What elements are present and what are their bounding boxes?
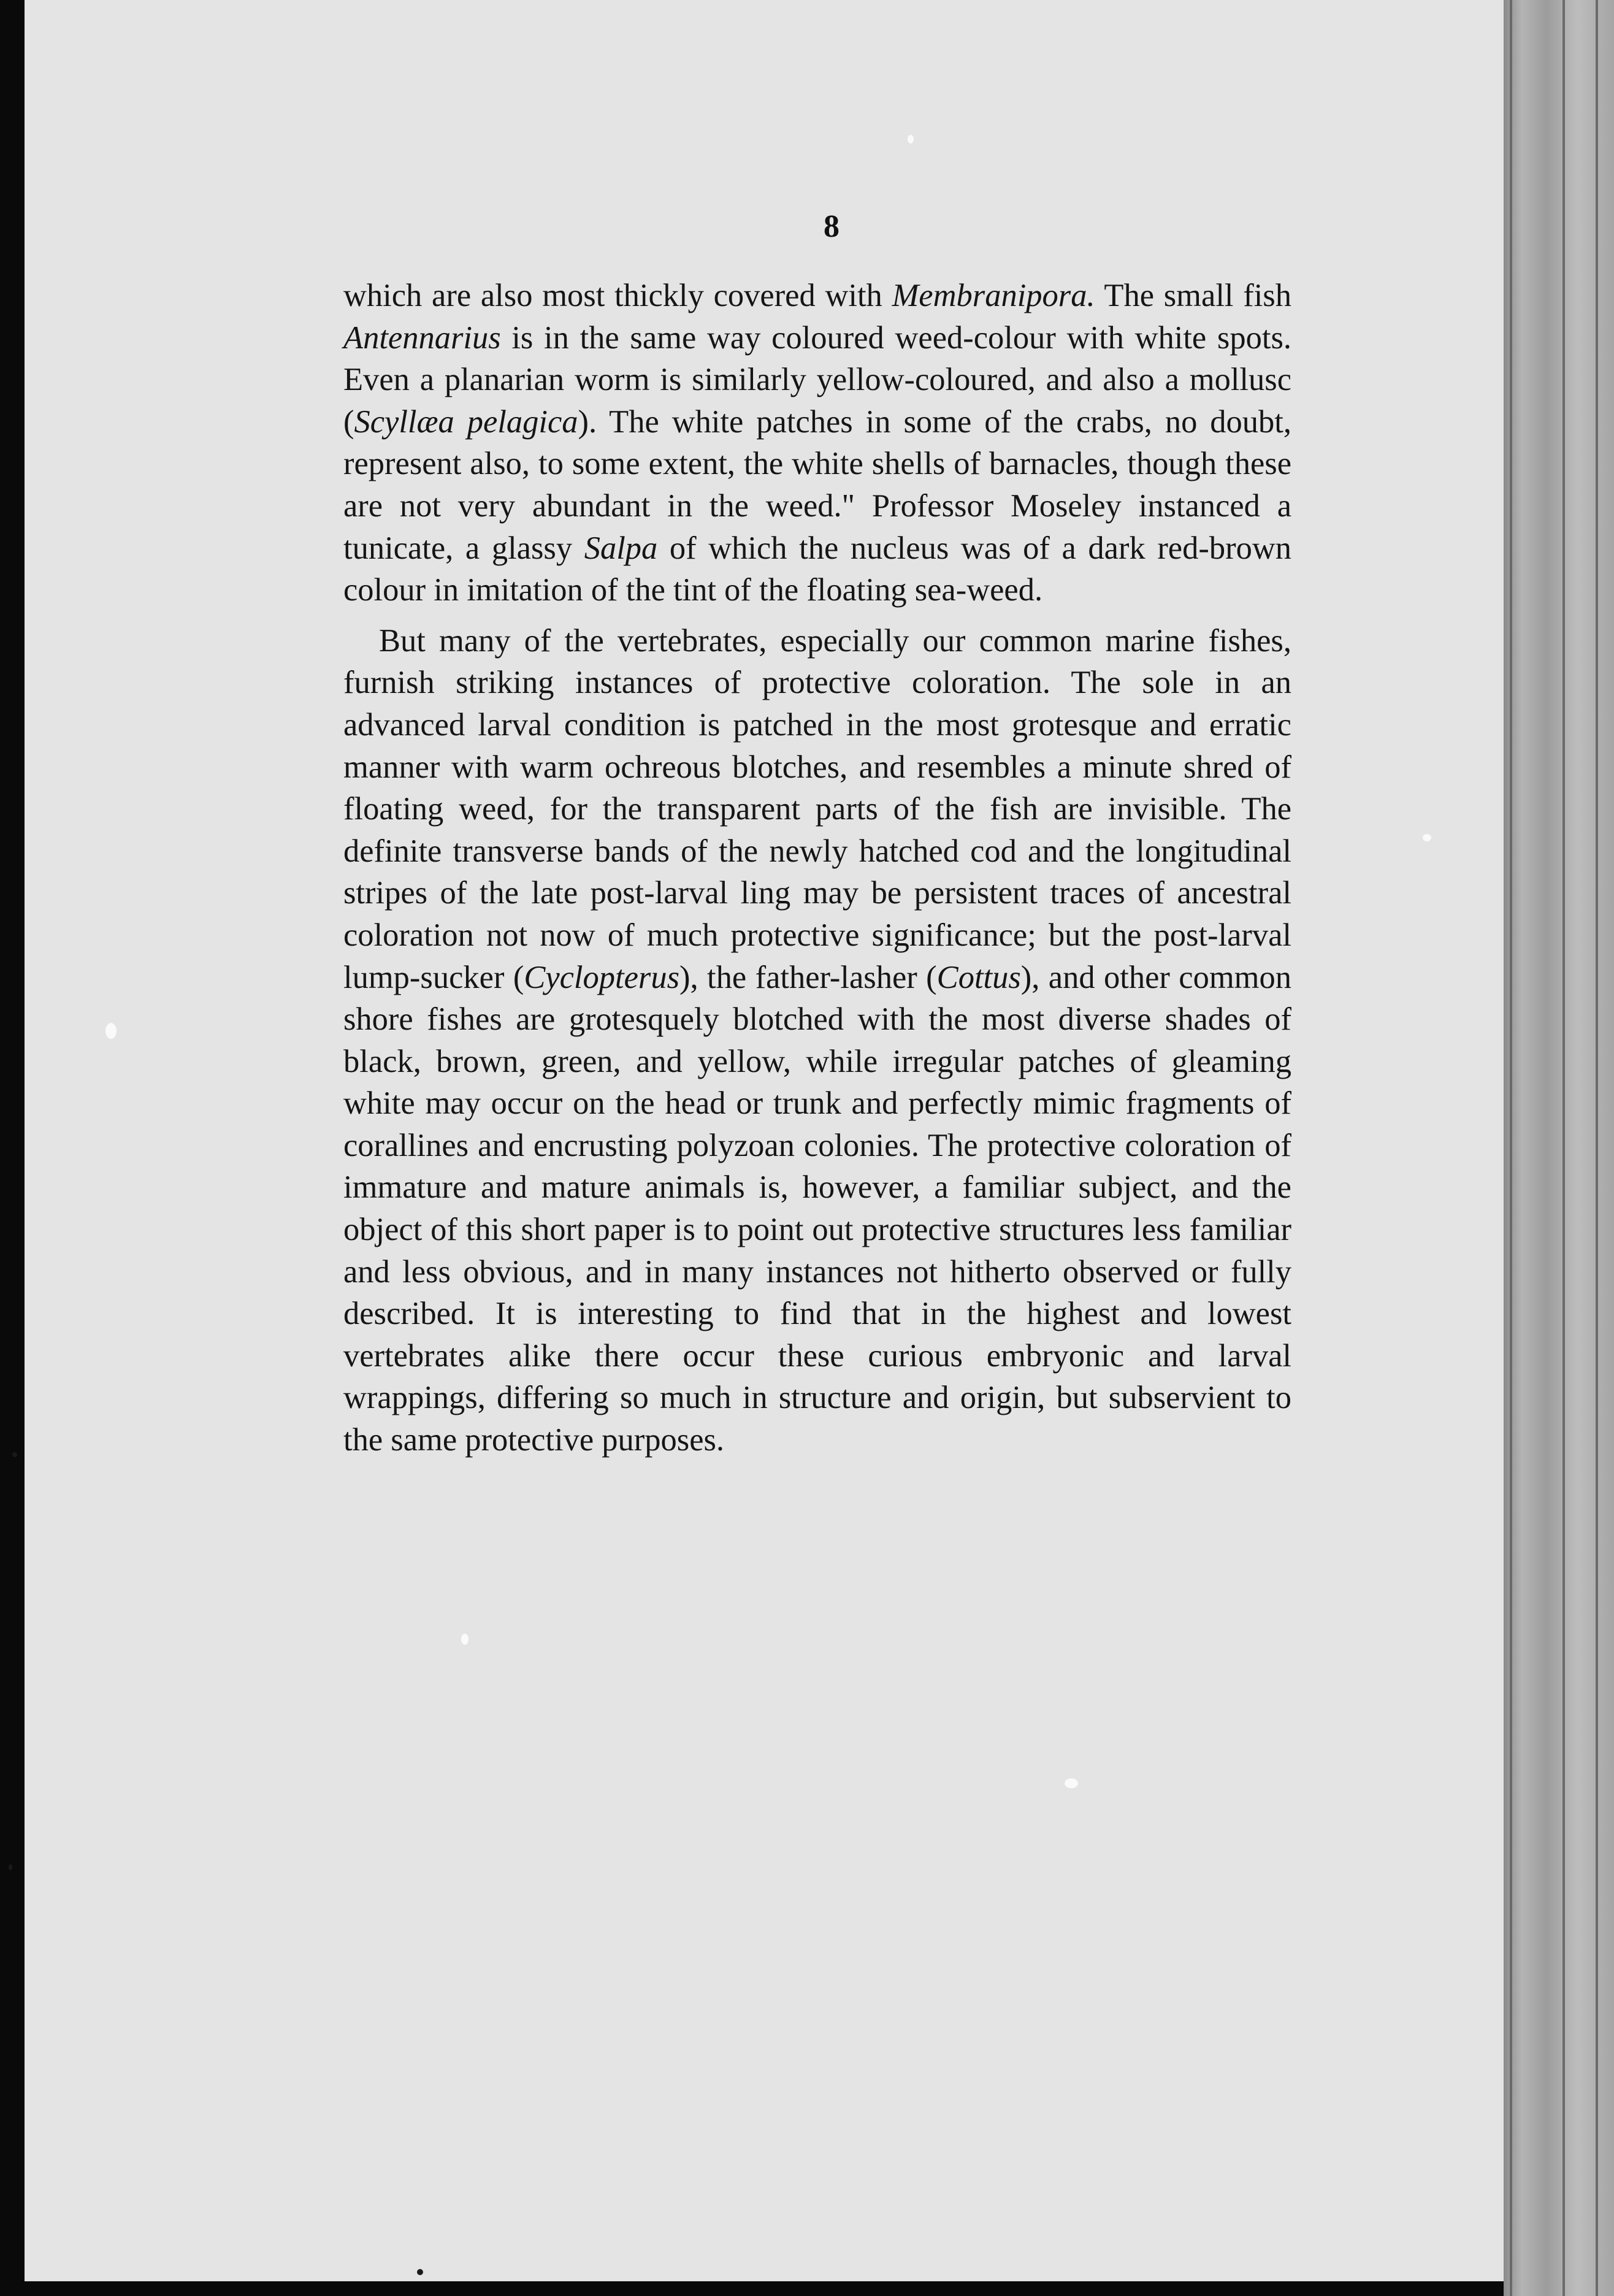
- paragraph-1: [343, 275, 1291, 611]
- scan-speck: [1423, 834, 1431, 841]
- scan-speck: [12, 1452, 17, 1457]
- text-run: ). The white patches in some of the crabs, no doubt, represent also, to some extent, the white shells of barnacles, though these are not very abundant in the weed." Professor Moseley instanced a tunicate, a glassy: [343, 404, 1291, 566]
- scan-speck: [9, 1864, 12, 1870]
- edge-line: [1562, 0, 1565, 2296]
- edge-line: [1510, 0, 1512, 2296]
- page-number: 8: [824, 209, 840, 244]
- scan-speck: [461, 1634, 469, 1645]
- text-run: which are also most thickly covered with: [343, 278, 892, 313]
- scan-speck: [105, 1023, 117, 1039]
- scan-speck: [1065, 1778, 1078, 1788]
- scan-speck: [908, 135, 914, 144]
- italic-term: Cottus: [936, 959, 1021, 995]
- text-run: of which the nucleus was of a dark red-brown colour in imitation of the tint of the floating sea-weed.: [343, 530, 1291, 608]
- text-run: The small fish: [1095, 278, 1291, 313]
- italic-term: Membranipora.: [892, 278, 1095, 313]
- text-run: But many of the vertebrates, especially our common marine fishes, furnish striking instances of protective coloration. The sole in an advanced larval condition is patched in the most grotesque and erratic manner with warm ochreous blotches, and resembles a minute shred of floating weed, for the transparent parts of the fish are invisible. The definite transverse bands of the newly hatched cod and the longitudinal stripes of the late post-larval ling may be persistent traces of ancestral coloration not now of much protective significance; but the post-larval lump-sucker (: [343, 622, 1291, 995]
- italic-term: Cyclopterus: [524, 959, 680, 995]
- italic-term: Antennarius: [343, 320, 501, 356]
- book-page: [25, 0, 1504, 2281]
- text-run: ), the father-lasher (: [679, 959, 937, 995]
- scan-speck: [417, 2269, 423, 2275]
- italic-term: Salpa: [584, 530, 658, 566]
- adjacent-page-edge: [1504, 0, 1614, 2296]
- body-text: [343, 275, 1291, 1461]
- edge-line: [1596, 0, 1598, 2296]
- text-run: ), and other common shore fishes are grotesquely blotched with the most diverse shades of black, brown, green, and yellow, while irregular patches of gleaming white may occur on the head or trunk and perfectly mimic fragments of corallines and encrusting polyzoan colonies. The protective coloration of immature and mature animals is, however, a familiar subject, and the object of this short paper is to point out protective structures less familiar and less obvious, and in many instances not hitherto observed or fully described. It is interesting to find that in the highest and lowest vertebrates alike there occur these curious embryonic and larval wrappings, differing so much in structure and origin, but subservient to the same protective purposes.: [343, 959, 1292, 1458]
- paragraph-2: [343, 620, 1291, 1461]
- text-run: is in the same way coloured weed-colour with white spots. Even a planarian worm is similarly yellow-coloured, and also a mollusc (: [343, 320, 1291, 440]
- italic-term: Scyllæa pelagica: [354, 404, 578, 440]
